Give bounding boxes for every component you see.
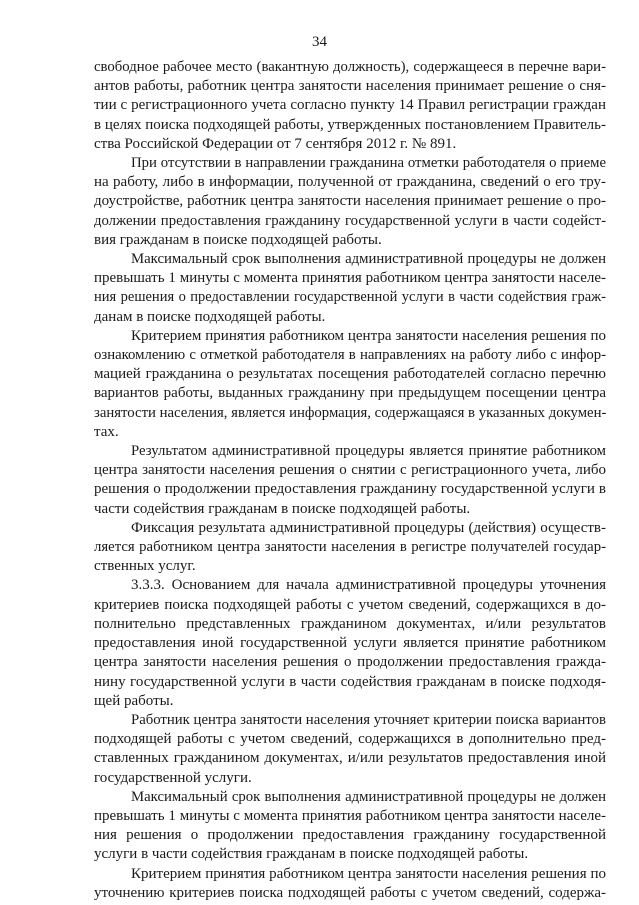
paragraph xyxy=(94,711,606,788)
text-line: полнительно представленных гражданином документах, и/или результатов xyxy=(94,615,606,632)
text-line: данам в поиске подходящей работы. xyxy=(94,308,326,325)
text-line: мацией гражданина о результатах посещения работодателей согласно перечню xyxy=(94,366,606,383)
text-line: уточнению критериев поиска подходящей работы с учетом сведений, содержа- xyxy=(94,884,606,901)
text-line: нину государственной услуги в части содействия гражданам в поиске подходя- xyxy=(94,673,606,690)
paragraph xyxy=(94,865,606,903)
text-line: центра занятости населения решения о снятии с регистрационного учета, либо xyxy=(94,462,606,479)
text-line: ния решения о предоставлении государственной услуги в части содействия граж- xyxy=(94,289,606,306)
paragraph xyxy=(94,442,606,519)
text-line: ственных услуг. xyxy=(94,558,196,575)
text-line: свободное рабочее место (вакантную должность), содержащееся в перечне вари- xyxy=(94,59,606,75)
text-line: услуги в части содействия гражданам в поиске подходящей работы. xyxy=(94,846,529,863)
text-line: на работу, либо в информации, полученной от гражданина, сведений о его тру- xyxy=(94,174,606,191)
text-line: решения о продолжении предоставления гражданину государственной услуги в xyxy=(94,481,606,498)
text-line: Максимальный срок выполнения административной процедуры не должен xyxy=(131,788,606,805)
text-line: При отсутствии в направлении гражданина отметки работодателя о приеме xyxy=(131,155,606,172)
text-line: ния решения о продолжении предоставления гражданину государственной xyxy=(94,827,606,844)
text-line: Результатом административной процедуры является принятие работником xyxy=(131,443,606,460)
text-line: ляется работником центра занятости населения в регистре получателей государ- xyxy=(94,539,606,556)
text-line: тах. xyxy=(94,423,119,440)
paragraph xyxy=(94,576,606,710)
text-line: предоставления иной государственной услуги является принятие работником xyxy=(94,635,606,652)
text-line: щей работы. xyxy=(94,692,174,709)
text-line: 3.3.3. Основанием для начала административной процедуры уточнения xyxy=(131,577,606,594)
text-line: Критерием принятия работником центра занятости населения решения по xyxy=(131,865,606,882)
text-line: превышать 1 минуты с момента принятия работником центра занятости населе- xyxy=(94,270,606,287)
text-line: антов работы, работник центра занятости населения принимает решение о сня- xyxy=(94,78,606,95)
text-line: ства Российской Федерации от 7 сентября 2012 г. № 891. xyxy=(94,135,457,152)
text-line: превышать 1 минуты с момента принятия работником центра занятости населе- xyxy=(94,807,606,824)
page-number: 34 xyxy=(312,34,327,50)
text-line: подходящей работы с учетом сведений, содержащихся в дополнительно пред- xyxy=(94,731,606,748)
text-line: доустройстве, работник центра занятости населения принимает решение о про- xyxy=(94,193,606,210)
text-line: части содействия гражданам в поиске подходящей работы. xyxy=(94,500,471,517)
text-line: Работник центра занятости населения уточняет критерии поиска вариантов xyxy=(131,711,606,728)
text-line: государственной услуги. xyxy=(94,769,252,786)
text-line: Максимальный срок выполнения административной процедуры не должен xyxy=(131,251,606,268)
text-line: вия гражданам в поиске подходящей работы. xyxy=(94,231,382,248)
paragraph xyxy=(94,58,606,154)
paragraph xyxy=(94,154,606,250)
text-line: в целях поиска подходящей работы, утвержденных постановлением Правитель- xyxy=(94,116,606,133)
text-line: критериев поиска подходящей работы с учетом сведений, содержащихся в до- xyxy=(94,596,606,613)
text-line: занятости населения, является информация, содержащаяся в указанных докумен- xyxy=(94,404,607,421)
text-line: Фиксация результата административной процедуры (действия) осуществ- xyxy=(131,519,606,536)
text-line: ставленных гражданином документах, и/или результатов предоставления иной xyxy=(94,750,606,767)
text-line: тии с регистрационного учета согласно пункту 14 Правил регистрации граждан xyxy=(94,97,606,114)
text-line: должении предоставления гражданину государственной услуги в части содейст- xyxy=(94,212,606,229)
text-line: вариантов работы, выданных гражданину при предыдущем посещении центра xyxy=(94,385,606,402)
paragraph xyxy=(94,327,606,442)
paragraph xyxy=(94,788,606,865)
text-line: Критерием принятия работником центра занятости населения решения по xyxy=(131,327,606,344)
text-line: центра занятости населения решения о продолжении предоставления гражда- xyxy=(94,654,606,671)
body-text xyxy=(94,58,606,903)
paragraph xyxy=(94,250,606,327)
paragraph xyxy=(94,519,606,577)
text-line: ознакомлению с отметкой работодателя в направлениях на работу либо с инфор- xyxy=(94,347,606,364)
